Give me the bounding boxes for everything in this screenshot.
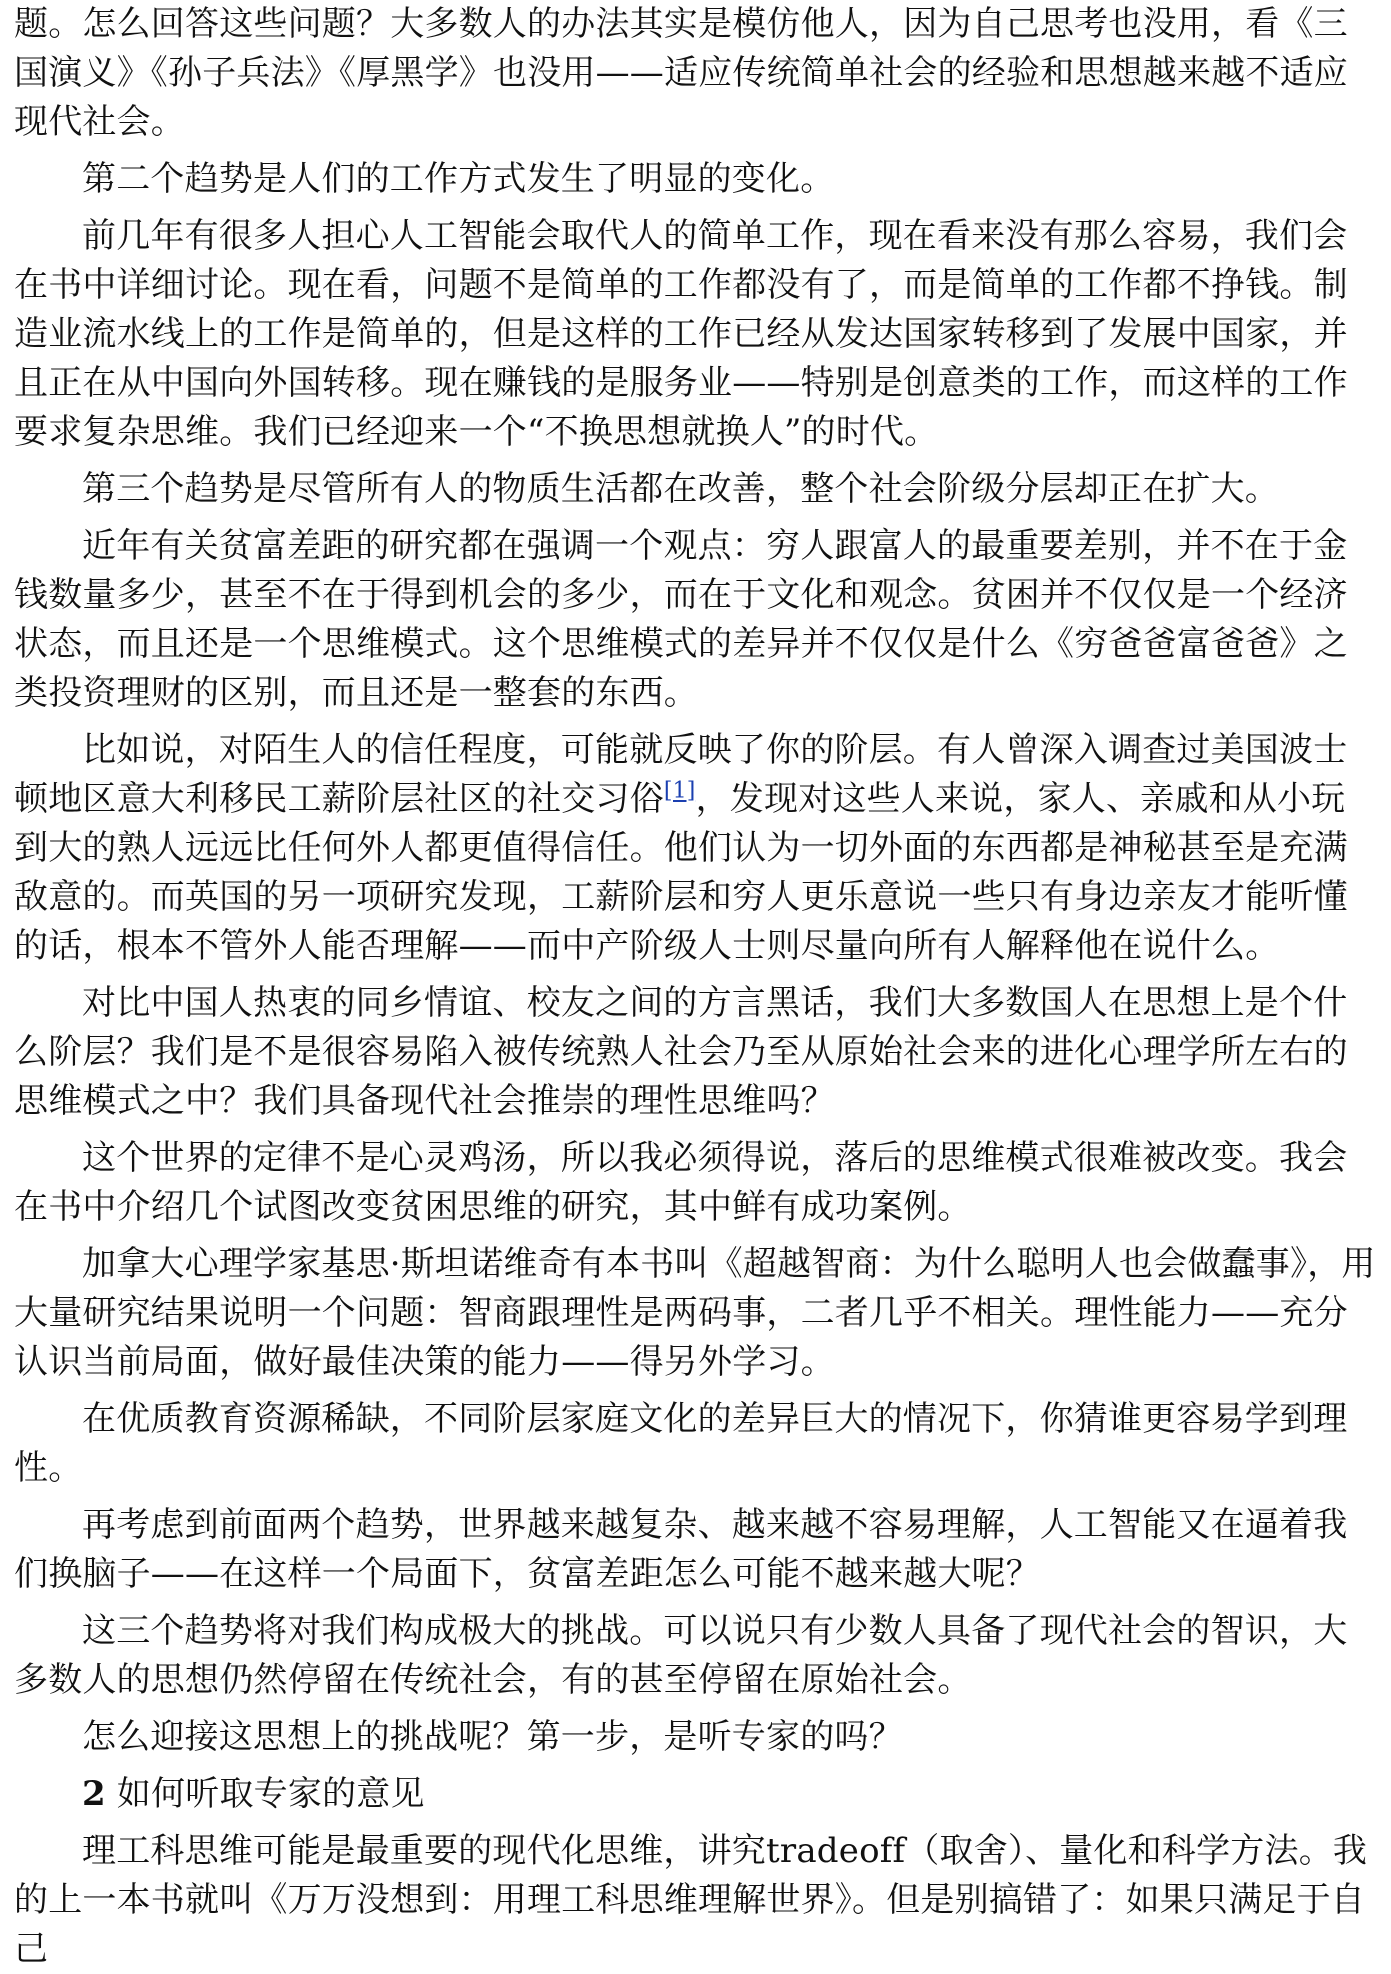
footnote-link[interactable]: [1] bbox=[663, 778, 696, 804]
paragraph-engineering-thinking: 理工科思维可能是最重要的现代化思维，讲究tradeoff（取舍）、量化和科学方法。我的上一本书就叫《万万没想到：用理工科思维理解世界》。但是别搞错了：如果只满足于自己 bbox=[14, 1831, 1368, 1969]
paragraph-text-before-footnote: 比如说，对陌生人的信任程度，可能就反映了你的阶层。有人曾深入调查过美国波士顿地区意大利移民工薪阶层社区的社交习俗 bbox=[14, 730, 1348, 819]
paragraph-education-resources: 在优质教育资源稀缺，不同阶层家庭文化的差异巨大的情况下，你猜谁更容易学到理性。 bbox=[14, 1399, 1348, 1488]
paragraph-stanovich: 加拿大心理学家基思·斯坦诺维奇有本书叫《超越智商：为什么聪明人也会做蠢事》，用大量研究结果说明一个问题：智商跟理性是两码事，二者几乎不相关。理性能力——充分认识当前局面，做好最佳决策的能力——得另外学习。 bbox=[14, 1244, 1376, 1382]
section-number: 2 bbox=[82, 1774, 106, 1814]
paragraph-continuation: 题。怎么回答这些问题？大多数人的办法其实是模仿他人，因为自己思考也没用，看《三国演义》《孙子兵法》《厚黑学》也没用——适应传统简单社会的经验和思想越来越不适应现代社会。 bbox=[14, 4, 1348, 142]
paragraph-trend-two: 第二个趋势是人们的工作方式发生了明显的变化。 bbox=[82, 159, 835, 199]
paragraph-hometown-ties: 对比中国人热衷的同乡情谊、校友之间的方言黑话，我们大多数国人在思想上是个什么阶层？我们是不是很容易陷入被传统熟人社会乃至从原始社会来的进化心理学所左右的思维模式之中？我们具备现代社会推崇的理性思维吗？ bbox=[14, 983, 1348, 1121]
paragraph-three-trends-challenge: 这三个趋势将对我们构成极大的挑战。可以说只有少数人具备了现代社会的智识，大多数人的思想仍然停留在传统社会，有的甚至停留在原始社会。 bbox=[14, 1611, 1348, 1700]
paragraph-world-laws: 这个世界的定律不是心灵鸡汤，所以我必须得说，落后的思维模式很难被改变。我会在书中介绍几个试图改变贫困思维的研究，其中鲜有成功案例。 bbox=[14, 1138, 1348, 1227]
document-page bbox=[14, 0, 1379, 1969]
paragraph-trend-three: 第三个趋势是尽管所有人的物质生活都在改善，整个社会阶级分层却正在扩大。 bbox=[82, 469, 1279, 509]
section-title: 如何听取专家的意见 bbox=[105, 1774, 425, 1814]
paragraph-two-trends: 再考虑到前面两个趋势，世界越来越复杂、越来越不容易理解，人工智能又在逼着我们换脑子——在这样一个局面下，贫富差距怎么可能不越来越大呢？ bbox=[14, 1505, 1348, 1594]
paragraph-trust-strangers bbox=[14, 726, 1379, 971]
paragraph-ai-work: 前几年有很多人担心人工智能会取代人的简单工作，现在看来没有那么容易，我们会在书中详细讨论。现在看，问题不是简单的工作都没有了，而是简单的工作都不挣钱。制造业流水线上的工作是简单的，但是这样的工作已经从发达国家转移到了发展中国家，并且正在从中国向外国转移。现在赚钱的是服务业——特别是创意类的工作，而这样的工作要求复杂思维。我们已经迎来一个“不换思想就换人”的时代。 bbox=[14, 216, 1348, 452]
section-heading bbox=[14, 1770, 1379, 1819]
paragraph-text-after-footnote: ，发现对这些人来说，家人、亲戚和从小玩到大的熟人远远比任何外人都更值得信任。他们认为一切外面的东西都是神秘甚至是充满敌意的。而英国的另一项研究发现，工薪阶层和穷人更乐意说一些只有身边亲友才能听懂的话，根本不管外人能否理解——而中产阶级人士则尽量向所有人解释他在说什么。 bbox=[14, 779, 1348, 966]
paragraph-first-step: 怎么迎接这思想上的挑战呢？第一步，是听专家的吗？ bbox=[82, 1717, 903, 1757]
paragraph-wealth-gap: 近年有关贫富差距的研究都在强调一个观点：穷人跟富人的最重要差别，并不在于金钱数量多少，甚至不在于得到机会的多少，而在于文化和观念。贫困并不仅仅是一个经济状态，而且还是一个思维模式。这个思维模式的差异并不仅仅是什么《穷爸爸富爸爸》之类投资理财的区别，而且还是一整套的东西。 bbox=[14, 526, 1348, 713]
